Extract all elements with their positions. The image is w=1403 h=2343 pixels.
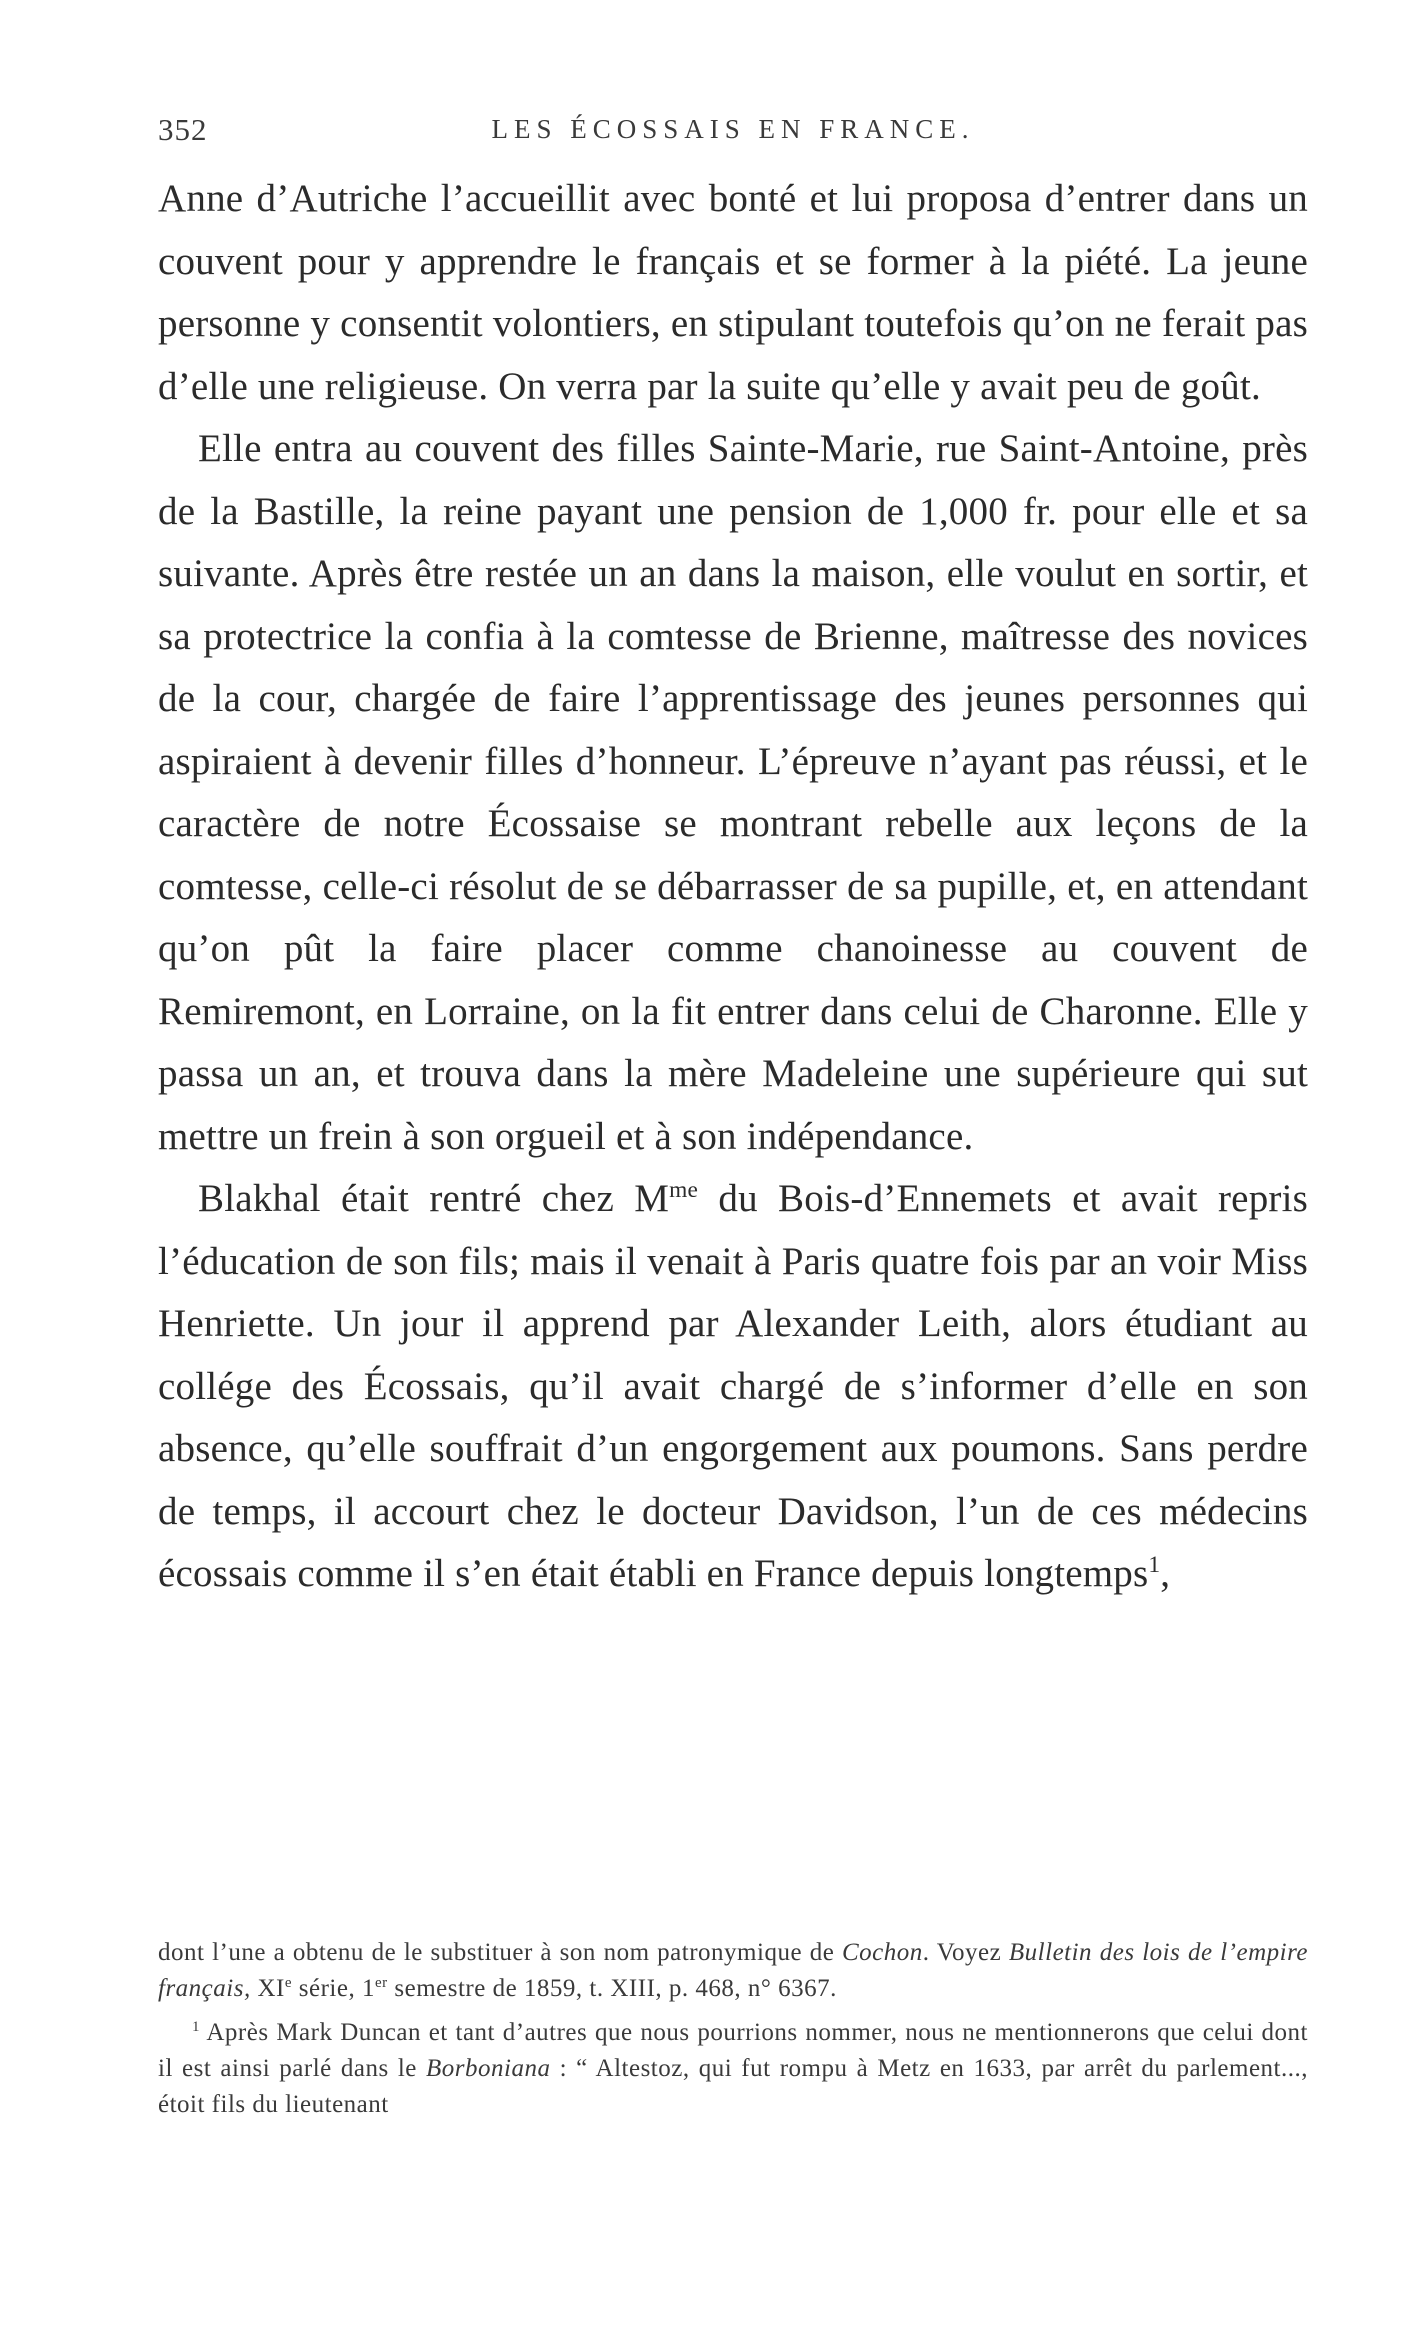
footnote-text: série, 1 — [292, 1975, 375, 2002]
footnotes — [158, 1935, 1308, 2123]
page-header — [158, 112, 1308, 152]
paragraph-text: Blakhal était rentré chez M — [198, 1177, 670, 1220]
paragraph-text: du Bois-d’Ennemets et avait repris l’éducation de son fils; mais il venait à Paris quatre fois par an voir Miss Henriette. Un jour il apprend par Alexander Leith, alors étudiant au collége des Écossais, qu’il avait chargé de s’informer d’elle en son absence, qu’elle souffrait d’un engorgement aux poumons. Sans perdre de temps, il accourt chez le docteur Davidson, l’un de ces médecins écossais comme il s’en était établi en France depuis longtemps — [158, 1177, 1308, 1595]
footnote-text: dont l’une a obtenu de le substituer à son nom patronymique de — [158, 1939, 842, 1966]
footnote-marker: 1 — [192, 2019, 200, 2035]
paragraph: Elle entra au couvent des filles Sainte-Marie, rue Saint-Antoine, près de la Bastille, la reine payant une pension de 1,000 fr. pour elle et sa suivante. Après être restée un an dans la maison, elle voulut en sortir, et sa protectrice la confia à la comtesse de Brienne, maîtresse des novices de la cour, chargée de faire l’apprentissage des jeunes personnes qui aspiraient à devenir filles d’honneur. L’épreuve n’ayant pas réussi, et le caractère de notre Écossaise se montrant rebelle aux leçons de la comtesse, celle-ci résolut de se débarrasser de sa pupille, et, en attendant qu’on pût la faire placer comme chanoinesse au couvent de Remiremont, en Lorraine, on la fit entrer dans celui de Charonne. Elle y passa un an, et trouva dans la mère Madeleine une supérieure qui sut mettre un frein à son orgueil et à son indépendance. — [158, 427, 1308, 1158]
footnote-text: XI — [250, 1975, 285, 2002]
footnote-reference: 1 — [1148, 1551, 1161, 1578]
paragraph-continued: Anne d’Autriche l’accueillit avec bonté et lui proposa d’entrer dans un couvent pour y apprendre le français et se former à la piété. La jeune personne y consentit volontiers, en stipulant toutefois qu’on ne ferait pas d’elle une religieuse. On verra par la suite qu’elle y avait peu de goût. — [158, 177, 1308, 408]
footnote-italic: Borboniana — [426, 2055, 551, 2082]
footnote-text: : “ Altestoz, qui fut rompu à Metz en 1633, par arrêt du parlement..., étoit fils du lieutenant — [158, 2055, 1309, 2118]
superscript: er — [374, 1975, 388, 1991]
footnote-italic: Cochon — [841, 1939, 923, 1966]
footnote-text: . Voyez — [922, 1939, 1009, 1966]
superscript: me — [669, 1176, 699, 1203]
page-number: 352 — [158, 112, 208, 147]
footnote-text: semestre de 1859, t. XIII, p. 468, n° 6367. — [387, 1975, 837, 2002]
paragraph-text: , — [1160, 1552, 1171, 1595]
paragraph — [158, 1168, 1308, 1606]
main-text — [158, 168, 1308, 1606]
footnote-1 — [158, 2015, 1308, 2123]
footnote-continuation — [158, 1935, 1308, 2007]
running-title: LES ÉCOSSAIS EN FRANCE. — [491, 114, 975, 144]
superscript: e — [284, 1975, 293, 1991]
footnote-text: Après Mark Duncan et tant d’autres que nous pourrions nommer, nous ne mentionnerons que celui dont il est ainsi parlé dans le — [158, 2019, 1308, 2082]
footnote-italic: Bulletin des lois de l’empire français, — [158, 1939, 1309, 2002]
